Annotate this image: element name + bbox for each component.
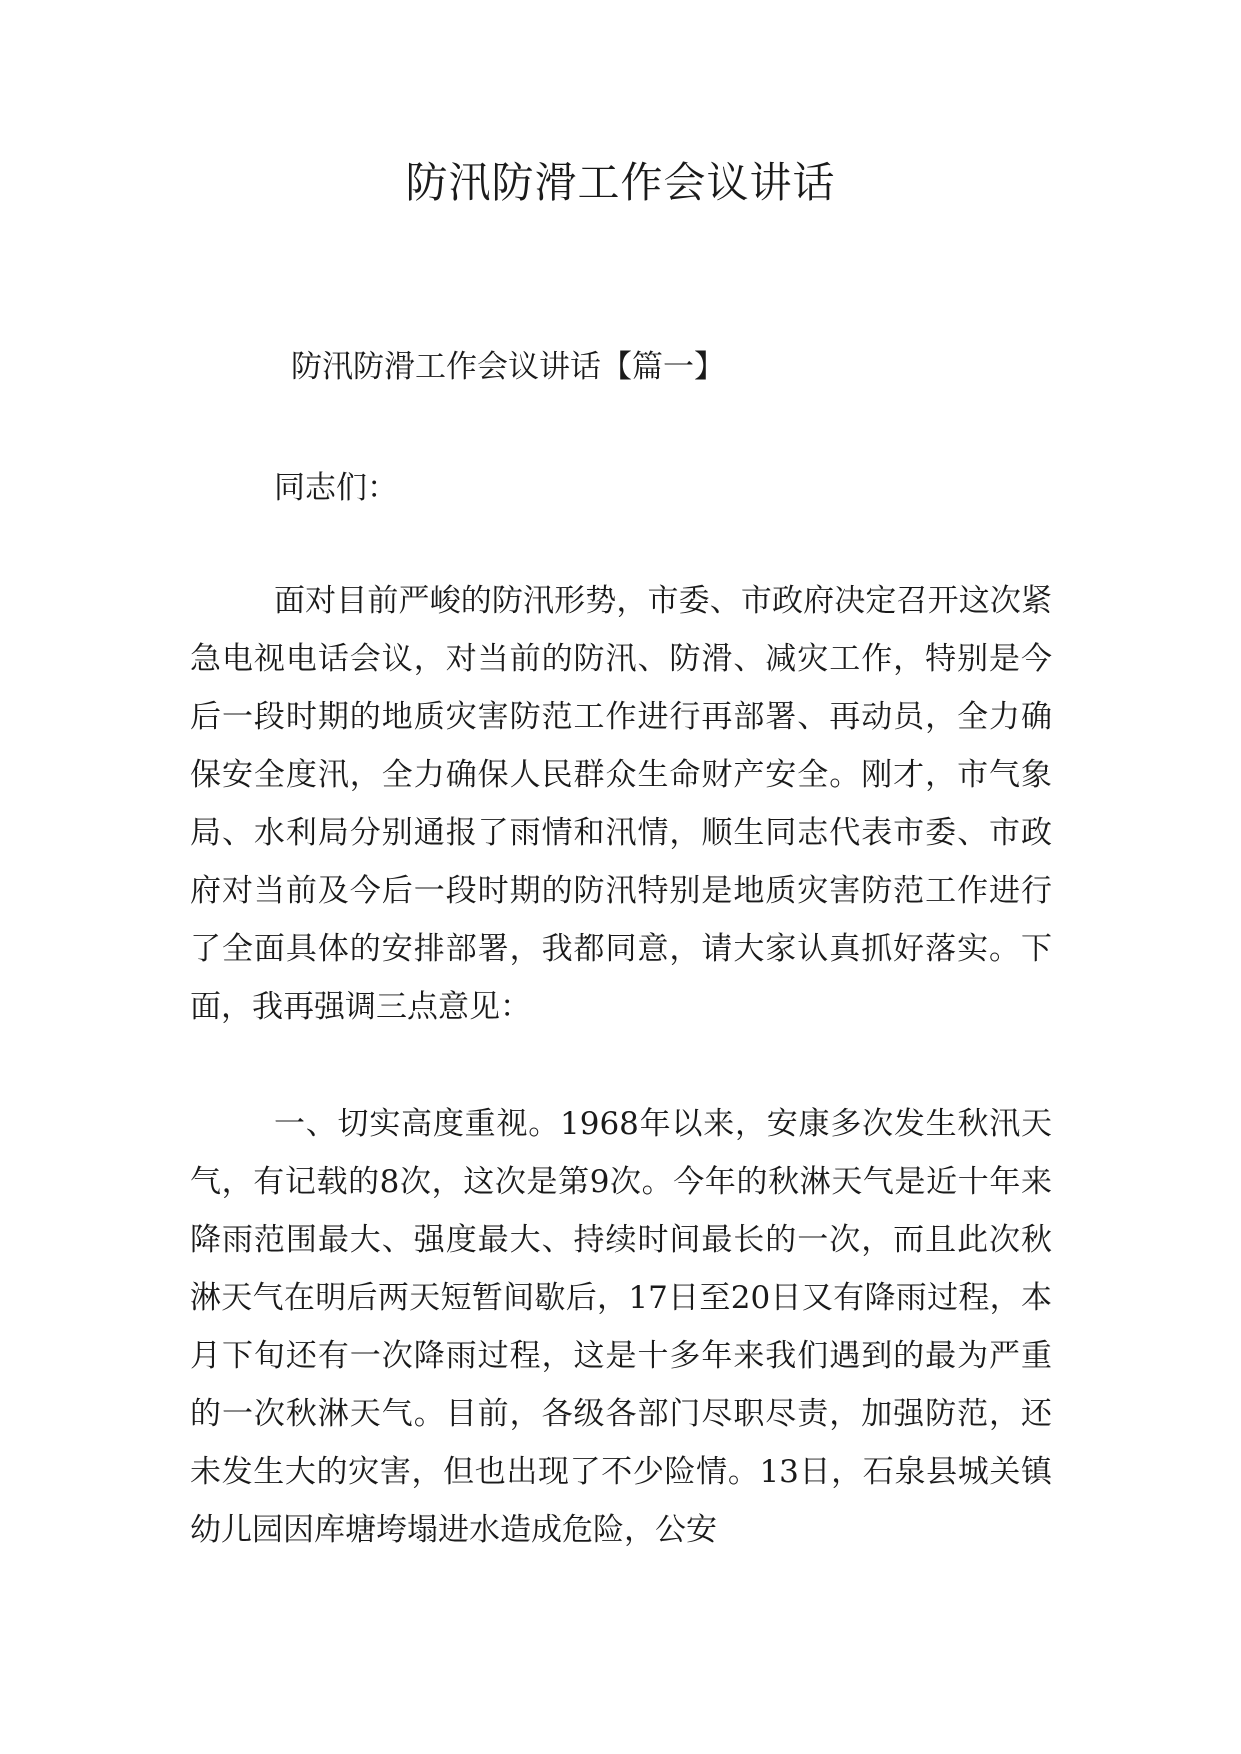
salutation: 同志们： bbox=[274, 470, 398, 506]
section-heading: 防汛防滑工作会议讲话【篇一】 bbox=[291, 349, 725, 385]
body-paragraph: 一、切实高度重视。1968年以来，安康多次发生秋汛天气，有记载的8次，这次是第9次。今年的秋淋天气是近十年来降雨范围最大、强度最大、持续时间最长的一次，而且此次秋淋天气在明后两天短暂间歇后，17日至20日又有降雨过程，本月下旬还有一次降雨过程，这是十多年来我们遇到的最为严重的一次秋淋天气。目前，各级各部门尽职尽责，加强防范，还未发生大的灾害，但也出现了不少险情。13日，石泉县城关镇幼儿园因库塘垮塌进水造成危险，公安 bbox=[190, 1106, 1052, 1548]
document-title: 防汛防滑工作会议讲话 bbox=[405, 158, 836, 207]
body-paragraph: 面对目前严峻的防汛形势，市委、市政府决定召开这次紧急电视电话会议，对当前的防汛、防滑、减灾工作，特别是今后一段时期的地质灾害防范工作进行再部署、再动员，全力确保安全度汛，全力确保人民群众生命财产安全。刚才，市气象局、水利局分别通报了雨情和汛情，顺生同志代表市委、市政府对当前及今后一段时期的防汛特别是地质灾害防范工作进行了全面具体的安排部署，我都同意，请大家认真抓好落实。下面，我再强调三点意见： bbox=[190, 583, 1052, 1025]
